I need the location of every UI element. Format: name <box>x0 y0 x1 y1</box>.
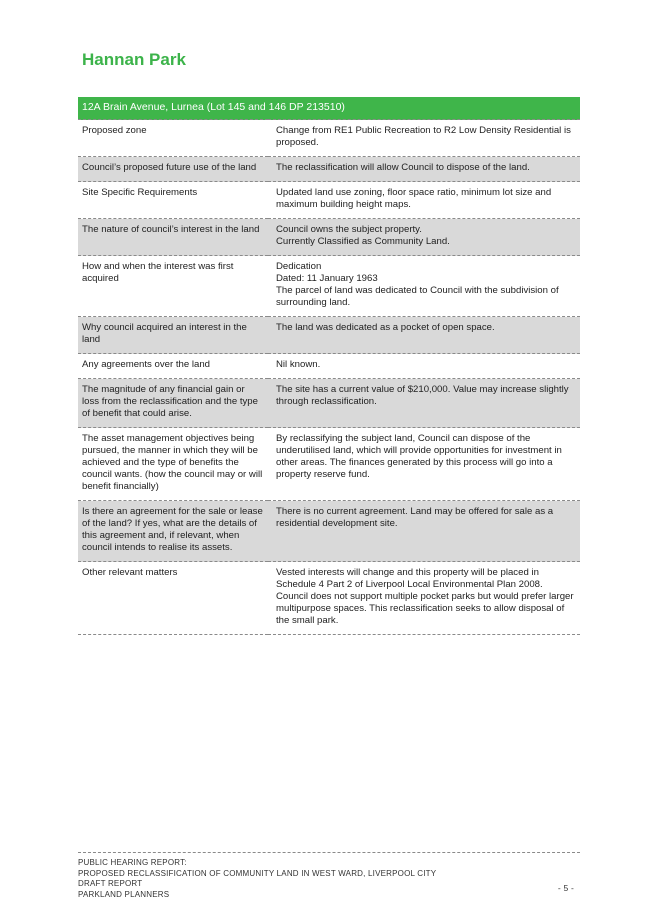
row-label: Council’s proposed future use of the land <box>78 157 268 182</box>
table-row <box>78 256 580 317</box>
row-value: The site has a current value of $210,000. Value may increase slightly through reclassification. <box>268 379 580 428</box>
row-value: Nil known. <box>268 354 580 379</box>
table-row <box>78 562 580 635</box>
table-row <box>78 317 580 354</box>
table-row <box>78 379 580 428</box>
table-header: 12A Brain Avenue, Lurnea (Lot 145 and 146 DP 213510) <box>78 97 580 120</box>
table-row <box>78 354 580 379</box>
page-footer <box>78 852 580 900</box>
row-label: Other relevant matters <box>78 562 268 635</box>
table-row <box>78 219 580 256</box>
page-title: Hannan Park <box>82 50 186 69</box>
row-value: Dedication Dated: 11 January 1963 The parcel of land was dedicated to Council with the subdivision of surrounding land. <box>268 256 580 317</box>
row-value: Vested interests will change and this property will be placed in Schedule 4 Part 2 of Liverpool Local Environmental Plan 2008. Council does not support multiple pocket parks but would prefer larger multipurpose spaces. This reclassification seeks to allow disposal of the small park. <box>268 562 580 635</box>
page-number: - 5 - <box>557 883 574 893</box>
row-label: How and when the interest was first acquired <box>78 256 268 317</box>
table-header-row <box>78 97 580 120</box>
row-value: Change from RE1 Public Recreation to R2 Low Density Residential is proposed. <box>268 120 580 157</box>
row-label: The magnitude of any financial gain or loss from the reclassification and the type of benefit that could arise. <box>78 379 268 428</box>
row-value: The reclassification will allow Council to dispose of the land. <box>268 157 580 182</box>
table-row <box>78 428 580 501</box>
property-details-table <box>78 97 580 635</box>
table-row <box>78 120 580 157</box>
row-label: Site Specific Requirements <box>78 182 268 219</box>
row-value: There is no current agreement. Land may be offered for sale as a residential development site. <box>268 501 580 562</box>
table-row <box>78 501 580 562</box>
footer-line: PUBLIC HEARING REPORT: <box>78 858 187 867</box>
footer-line: DRAFT REPORT <box>78 879 143 888</box>
row-label: The nature of council’s interest in the land <box>78 219 268 256</box>
table-row <box>78 157 580 182</box>
row-value: Updated land use zoning, floor space ratio, minimum lot size and maximum building height maps. <box>268 182 580 219</box>
row-value: Council owns the subject property. Currently Classified as Community Land. <box>268 219 580 256</box>
row-label: Why council acquired an interest in the land <box>78 317 268 354</box>
footer-line: PROPOSED RECLASSIFICATION OF COMMUNITY LAND IN WEST WARD, LIVERPOOL CITY <box>78 868 437 878</box>
row-label: Any agreements over the land <box>78 354 268 379</box>
row-value: By reclassifying the subject land, Council can dispose of the underutilised land, which will provide opportunities for investment in other areas. The finances generated by this process will go into a property reserve fund. <box>268 428 580 501</box>
row-label: Is there an agreement for the sale or lease of the land? If yes, what are the details of this agreement and, if relevant, when council intends to realise its assets. <box>78 501 268 562</box>
footer-line: PARKLAND PLANNERS <box>78 889 170 899</box>
row-value: The land was dedicated as a pocket of open space. <box>268 317 580 354</box>
table-row <box>78 182 580 219</box>
row-label: The asset management objectives being pursued, the manner in which they will be achieved and the type of benefits the council wants. (how the council may or will benefit financially) <box>78 428 268 501</box>
row-label: Proposed zone <box>78 120 268 157</box>
